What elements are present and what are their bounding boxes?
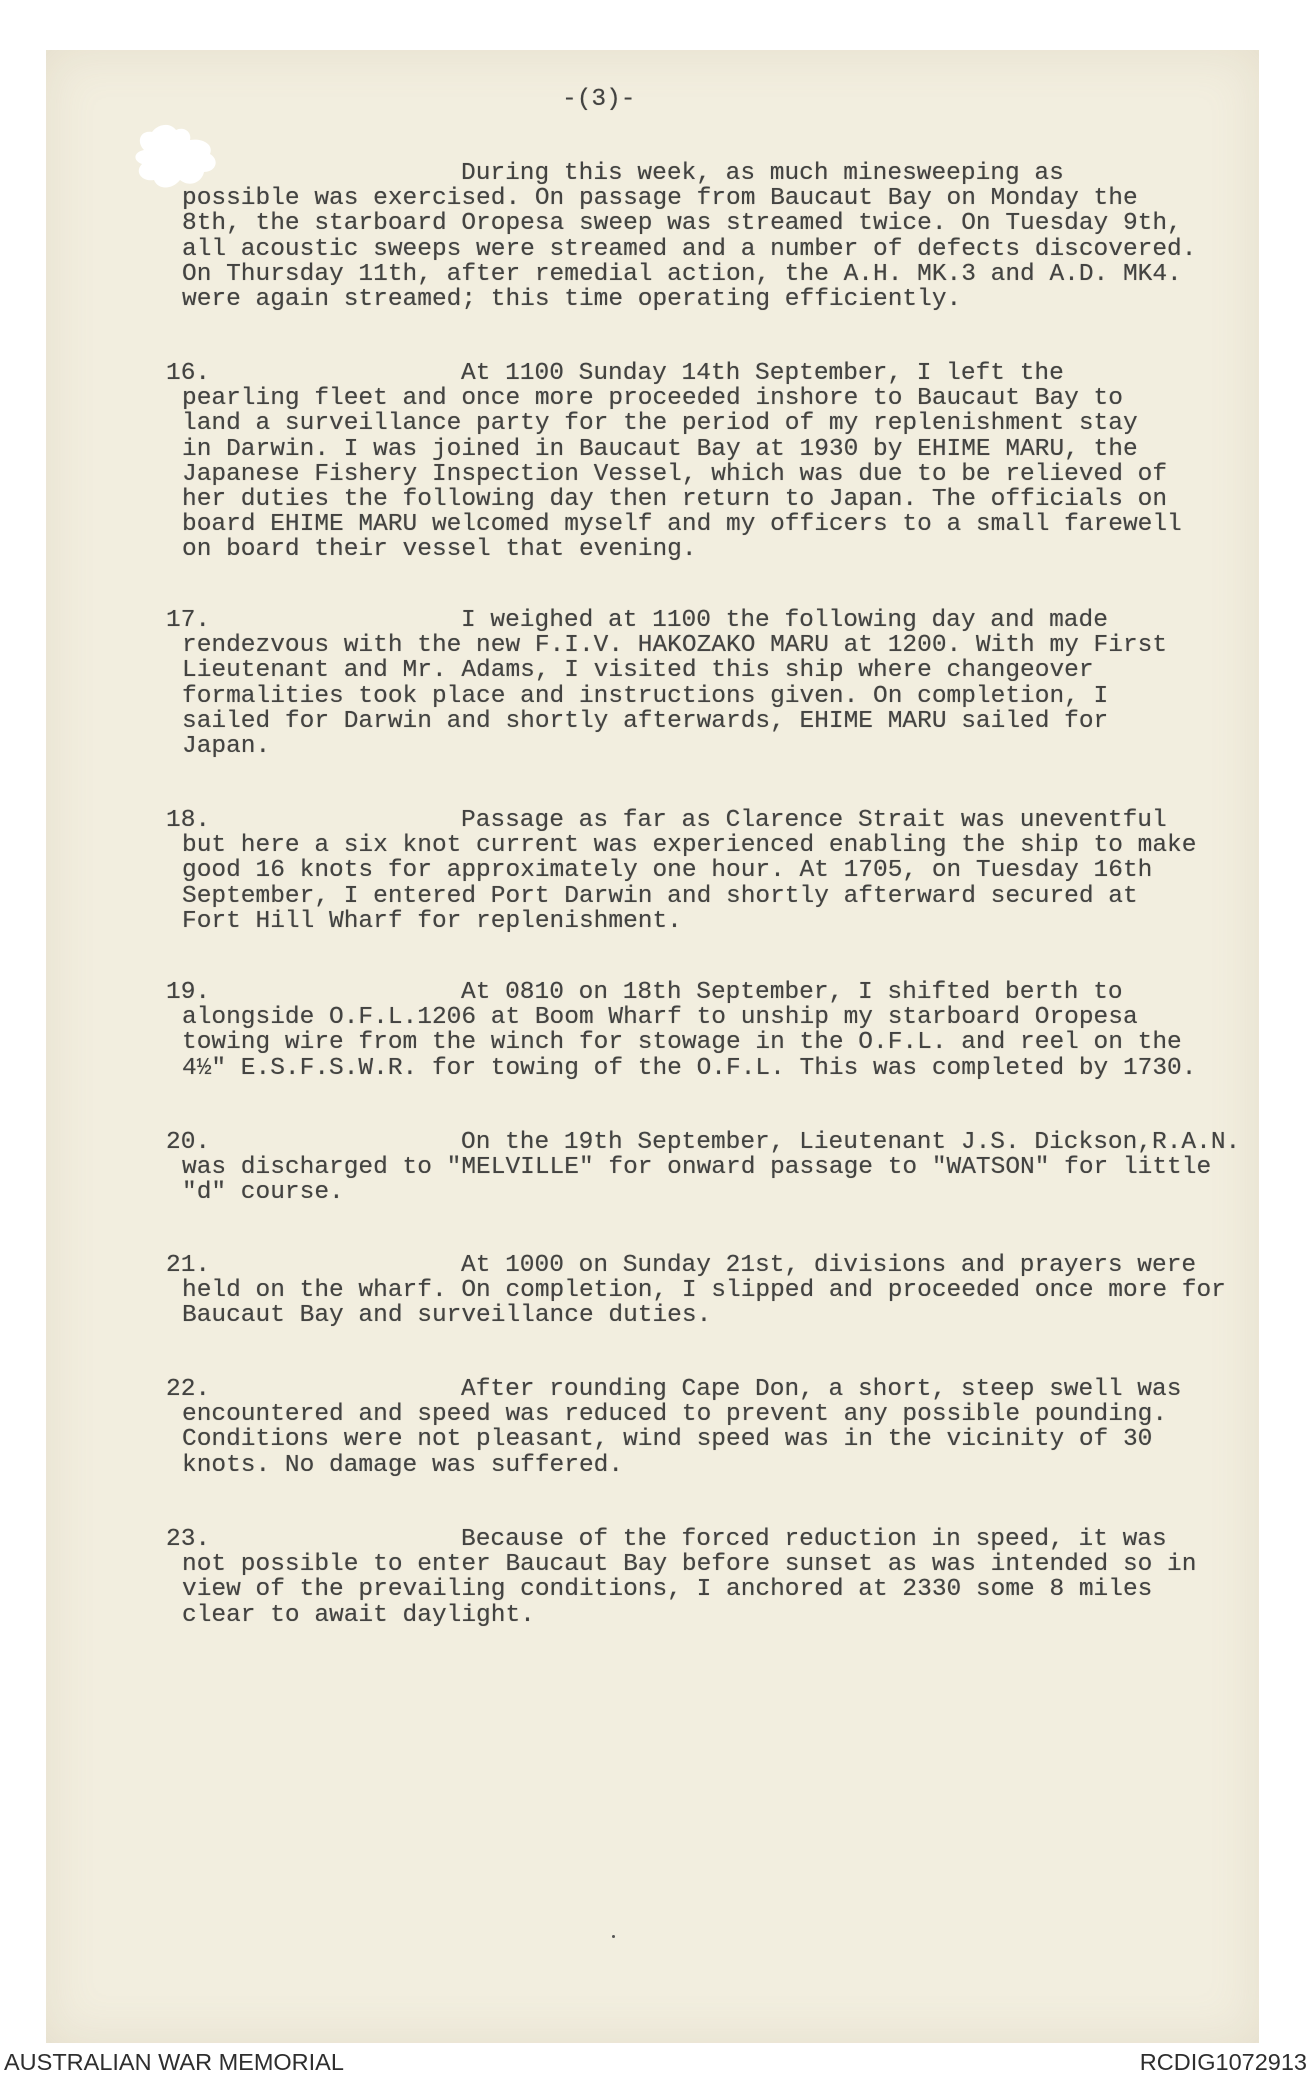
text-line: her duties the following day then return to Japan. The officials on	[182, 485, 1168, 513]
text-line: Fort Hill Wharf for replenishment.	[182, 907, 682, 935]
text-line: on board their vessel that evening.	[182, 536, 697, 564]
text-line: At 1000 on Sunday 21st, divisions and prayers were	[461, 1252, 1197, 1279]
paragraph-20	[0, 1130, 1313, 1206]
paper-speck	[612, 1935, 615, 1938]
text-line: At 0810 on 18th September, I shifted berth to	[461, 979, 1123, 1006]
text-line: held on the wharf. On completion, I slipped and proceeded once more for	[182, 1277, 1226, 1305]
text-line: good 16 knots for approximately one hour. At 1705, on Tuesday 16th	[182, 857, 1153, 885]
paragraph-number: 17.	[166, 607, 211, 634]
text-line: but here a six knot current was experienced enabling the ship to make	[182, 832, 1197, 860]
text-line: encountered and speed was reduced to prevent any possible pounding.	[182, 1401, 1168, 1429]
text-line: rendezvous with the new F.I.V. HAKOZAKO MARU at 1200. With my First	[182, 632, 1168, 660]
text-line: sailed for Darwin and shortly afterwards, EHIME MARU sailed for	[182, 707, 1109, 735]
text-line: 8th, the starboard Oropesa sweep was streamed twice. On Tuesday 9th,	[182, 210, 1182, 238]
paragraph-number: 16.	[166, 360, 211, 387]
text-line: land a surveillance party for the period of my replenishment stay	[182, 410, 1138, 438]
paragraph-17	[0, 608, 1313, 759]
paragraph-18	[0, 808, 1313, 934]
paragraph-22	[0, 1377, 1313, 1478]
text-line: During this week, as much minesweeping as	[461, 160, 1064, 187]
text-line: September, I entered Port Darwin and shortly afterward secured at	[182, 882, 1138, 910]
paragraph-number: 18.	[166, 807, 211, 834]
text-line: towing wire from the winch for stowage in the O.F.L. and reel on the	[182, 1029, 1182, 1057]
text-line: alongside O.F.L.1206 at Boom Wharf to unship my starboard Oropesa	[182, 1004, 1138, 1032]
paragraph-19	[0, 980, 1313, 1081]
text-line: possible was exercised. On passage from Baucaut Bay on Monday the	[182, 185, 1138, 213]
text-line: On the 19th September, Lieutenant J.S. Dickson,R.A.N.	[461, 1129, 1241, 1156]
paragraph-16	[0, 361, 1313, 563]
text-line: not possible to enter Baucaut Bay before sunset as was intended so in	[182, 1551, 1197, 1579]
paragraph-continuation	[0, 161, 1313, 312]
text-line: 4½" E.S.F.S.W.R. for towing of the O.F.L. This was completed by 1730.	[182, 1054, 1197, 1082]
text-line: On Thursday 11th, after remedial action, the A.H. MK.3 and A.D. MK4.	[182, 260, 1182, 288]
text-line: pearling fleet and once more proceeded inshore to Baucaut Bay to	[182, 385, 1123, 413]
text-line: formalities took place and instructions given. On completion, I	[182, 682, 1109, 710]
text-line: Because of the forced reduction in speed, it was	[461, 1526, 1167, 1553]
text-line: After rounding Cape Don, a short, steep swell was	[461, 1376, 1182, 1403]
text-line: Japan.	[182, 732, 271, 760]
text-line: At 1100 Sunday 14th September, I left the	[461, 360, 1064, 387]
text-line: board EHIME MARU welcomed myself and my officers to a small farewell	[182, 511, 1182, 539]
text-line: clear to await daylight.	[182, 1601, 535, 1629]
text-line: all acoustic sweeps were streamed and a number of defects discovered.	[182, 235, 1197, 263]
text-line: view of the prevailing conditions, I anchored at 2330 some 8 miles	[182, 1576, 1153, 1604]
paragraph-23	[0, 1527, 1313, 1628]
paragraph-number: 19.	[166, 979, 211, 1006]
text-line: Lieutenant and Mr. Adams, I visited this ship where changeover	[182, 657, 1094, 685]
paragraph-number: 21.	[166, 1252, 211, 1279]
paragraph-number: 20.	[166, 1129, 211, 1156]
text-line: was discharged to "MELVILLE" for onward passage to "WATSON" for little	[182, 1154, 1212, 1182]
text-line: "d" course.	[182, 1179, 344, 1207]
text-line: Japanese Fishery Inspection Vessel, which was due to be relieved of	[182, 460, 1168, 488]
document-reference: RCDIG1072913	[1139, 2049, 1307, 2075]
paragraph-number: 22.	[166, 1376, 211, 1403]
text-line: in Darwin. I was joined in Baucaut Bay at 1930 by EHIME MARU, the	[182, 435, 1138, 463]
text-line: I weighed at 1100 the following day and made	[461, 607, 1108, 634]
archive-credit: AUSTRALIAN WAR MEMORIAL	[4, 2049, 344, 2075]
text-line: were again streamed; this time operating efficiently.	[182, 285, 962, 313]
text-line: Baucaut Bay and surveillance duties.	[182, 1302, 712, 1330]
text-line: Passage as far as Clarence Strait was uneventful	[461, 807, 1167, 834]
page-number: -(3)-	[562, 86, 636, 113]
text-line: knots. No damage was suffered.	[182, 1451, 624, 1479]
paragraph-21	[0, 1253, 1313, 1329]
text-line: Conditions were not pleasant, wind speed was in the vicinity of 30	[182, 1426, 1153, 1454]
paragraph-number: 23.	[166, 1526, 211, 1553]
